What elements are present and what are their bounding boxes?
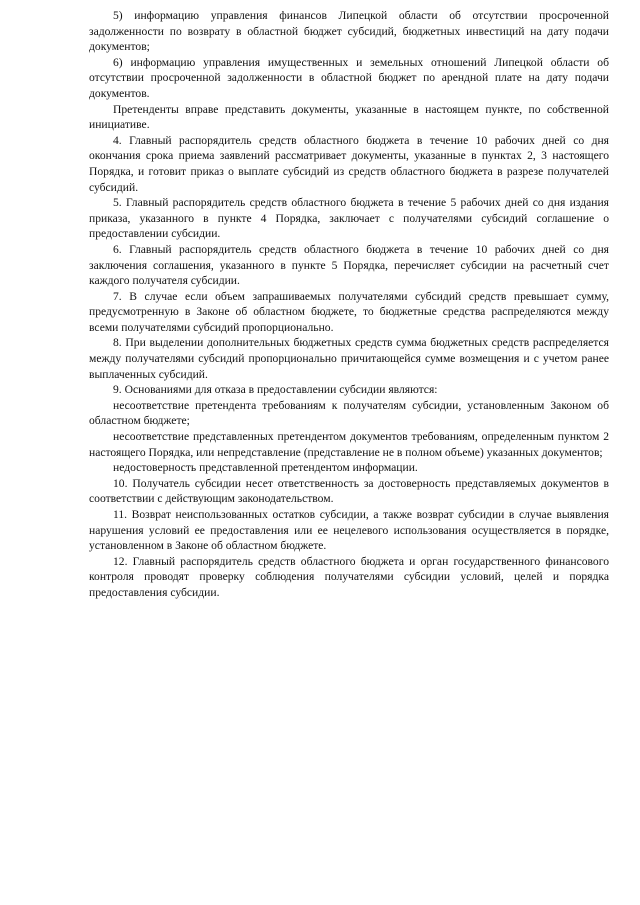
paragraph-initiative: Претенденты вправе представить документы, указанные в настоящем пункте, по собственной инициативе. <box>89 102 609 132</box>
paragraph-refusal-reason-3: недостоверность представленной претендентом информации. <box>113 461 418 475</box>
document-body <box>89 8 609 601</box>
paragraph-point-4: 4. Главный распорядитель средств областного бюджета в течение 10 рабочих дней со дня окончания срока приема заявлений рассматривает документы, указанные в пунктах 2, 3 настоящего Порядка, и готовит приказ о выплате субсидий из средств областного бюджета в разрезе получателей субсидий. <box>89 133 609 194</box>
paragraph-point-9: 9. Основаниями для отказа в предоставлении субсидии являются: <box>113 383 438 397</box>
paragraph-point-5: 5. Главный распорядитель средств областного бюджета в течение 5 рабочих дней со дня издания приказа, указанного в пункте 4 Порядка, заключает с получателями субсидий соглашение о предоставлении субсидии. <box>89 196 609 241</box>
paragraph-point-8: 8. При выделении дополнительных бюджетных средств сумма бюджетных средств распределяется между получателями субсидий пропорционально причитающейся сумме возмещения и с учетом ранее выплаченных субсидий. <box>89 336 609 381</box>
paragraph-point-11: 11. Возврат неиспользованных остатков субсидии, а также возврат субсидии в случае выявления нарушения условий ее предоставления или ее нецелевого использования осуществляется в порядке, установленном в Законе об областном бюджете. <box>89 508 609 553</box>
paragraph-point-10: 10. Получатель субсидии несет ответственность за достоверность представляемых документов в соответствии с действующим законодательством. <box>89 476 609 506</box>
paragraph-point-7: 7. В случае если объем запрашиваемых получателями субсидий средств превышает сумму, предусмотренную в Законе об областном бюджете, то бюджетные средства распределяются между всеми получателями субсидий пропорционально. <box>89 289 609 334</box>
paragraph-refusal-reason-1: несоответствие претендента требованиям к получателям субсидии, установленным Законом об областном бюджете; <box>89 398 609 428</box>
paragraph-point-6: 6. Главный распорядитель средств областного бюджета в течение 10 рабочих дней со дня заключения соглашения, указанного в пункте 5 Порядка, перечисляет субсидии на расчетный счет каждого получателя субсидии. <box>89 242 609 288</box>
paragraph-refusal-reason-2: несоответствие представленных претендентом документов требованиям, определенным пунктом 2 настоящего Порядка, или непредставление (представление не в полном объеме) указанных документов; <box>89 430 609 459</box>
paragraph-point-12: 12. Главный распорядитель средств областного бюджета и орган государственного финансового контроля проводят проверку соблюдения получателями субсидии условий, целей и порядка предоставления субсидии. <box>89 554 609 599</box>
paragraph-item-6: 6) информацию управления имущественных и земельных отношений Липецкой области об отсутствии просроченной задолженности в областной бюджет по арендной плате на дату подачи документов. <box>89 55 609 100</box>
paragraph-item-5: 5) информацию управления финансов Липецкой области об отсутствии просроченной задолженности по возврату в областной бюджет субсидий, бюджетных инвестиций на дату подачи документов; <box>89 9 609 54</box>
